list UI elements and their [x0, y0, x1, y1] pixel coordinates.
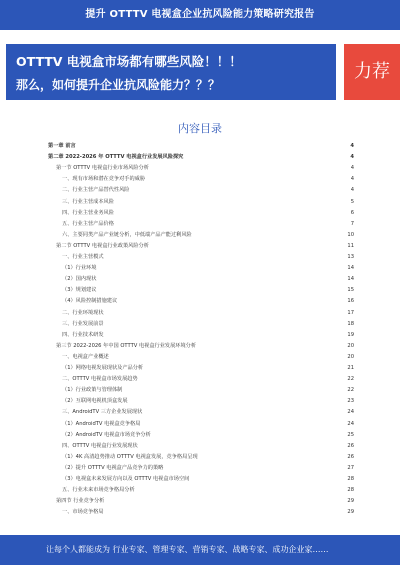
toc-leader-dots: [124, 386, 345, 394]
toc-entry[interactable]: [62, 253, 354, 261]
toc-entry-title: 第四节 行业竞争分析: [56, 498, 105, 505]
toc-entry-page: 5: [350, 198, 354, 205]
toc-entry-page: 7: [350, 220, 354, 227]
toc-entry-page: 4: [350, 187, 354, 194]
toc-entry[interactable]: [62, 286, 354, 294]
toc-leader-dots: [142, 420, 345, 428]
toc-entry-title: （1）4K 高清趋势推动 OTTTV 电视盒发展，竞争格局呈现: [62, 453, 198, 460]
banner-line-1: OTTTV 电视盒市场都有哪些风险！！！: [16, 54, 242, 69]
toc-entry-page: 15: [347, 287, 354, 294]
toc-entry-page: 11: [347, 242, 354, 249]
toc-entry[interactable]: [48, 142, 354, 150]
toc-entry[interactable]: [56, 164, 354, 172]
toc-entry-title: 一、现有市场和潜在竞争对手的威胁: [62, 176, 146, 183]
toc-entry-title: （1）AndroidTV 电视盒竞争格局: [62, 420, 141, 427]
footer-slogan: 让每个人都能成为 行业专家、管理专家、营销专家、战略专家、成功企业家……: [46, 545, 329, 554]
toc-leader-dots: [98, 264, 345, 272]
toc-entry[interactable]: [48, 153, 354, 161]
toc-entry-title: 一、行业主营模式: [62, 254, 104, 260]
toc-leader-dots: [130, 397, 345, 405]
toc-leader-dots: [119, 297, 345, 305]
toc-entry-title: 三、行业发展前景: [62, 320, 104, 327]
toc-entry-title: （4）风险控制措施建议: [62, 298, 118, 305]
toc-leader-dots: [106, 309, 345, 317]
toc-entry-title: （2）互联网电视机顶盒发展: [62, 398, 128, 405]
toc-entry[interactable]: [62, 275, 354, 283]
toc-entry-title: 第三节 2022-2026 年中国 OTTTV 电视盒行业发展环境分析: [56, 342, 197, 349]
toc-entry-title: 三、AndroidTV 三方企业发展现状: [62, 409, 143, 416]
toc-entry[interactable]: [62, 175, 354, 183]
toc-entry[interactable]: [62, 386, 354, 394]
toc-entry[interactable]: [62, 231, 354, 239]
toc-entry[interactable]: [62, 420, 354, 428]
toc-entry-page: 16: [347, 298, 354, 305]
toc-leader-dots: [106, 253, 345, 261]
toc-leader-dots: [140, 375, 345, 383]
toc-entry-page: 25: [347, 431, 354, 438]
promo-banner: [6, 44, 336, 100]
toc-entry[interactable]: [62, 331, 354, 339]
toc-leader-dots: [98, 286, 345, 294]
toc-entry-page: 10: [347, 231, 354, 238]
toc-leader-dots: [106, 320, 345, 328]
toc-entry-title: 第二节 OTTTV 电视盒行业政策风险分析: [56, 242, 149, 249]
toc-entry-title: 二、行业主营产品替代性风险: [62, 187, 130, 194]
toc-leader-dots: [147, 175, 349, 183]
toc-leader-dots: [200, 453, 345, 461]
toc-entry-title: 五、行业主营产品价格: [62, 220, 114, 227]
toc-entry[interactable]: [62, 375, 354, 383]
toc-entry-page: 13: [347, 254, 354, 260]
toc-leader-dots: [98, 275, 345, 283]
toc-entry-page: 27: [347, 464, 354, 471]
toc-entry[interactable]: [56, 342, 354, 350]
toc-leader-dots: [153, 431, 345, 439]
toc-leader-dots: [191, 475, 345, 483]
banner-line-2: 那么，如何提升企业抗风险能力？？？: [16, 78, 221, 92]
toc-entry-title: （1）网络电视发展现状及产品分析: [62, 365, 144, 371]
toc-entry-page: 29: [347, 509, 354, 516]
table-of-contents: [48, 142, 354, 522]
toc-leader-dots: [198, 342, 345, 350]
toc-entry[interactable]: [62, 486, 354, 494]
toc-entry[interactable]: [62, 408, 354, 416]
toc-entry-title: 二、行业环境现状: [62, 309, 104, 316]
toc-entry[interactable]: [56, 242, 354, 250]
toc-leader-dots: [111, 353, 345, 361]
toc-entry[interactable]: [62, 353, 354, 361]
toc-entry[interactable]: [62, 220, 354, 228]
toc-entry-page: 4: [350, 143, 354, 149]
report-title: 提升 OTTTV 电视盒企业抗风险能力策略研究报告: [85, 9, 315, 20]
toc-leader-dots: [144, 408, 345, 416]
toc-leader-dots: [116, 220, 349, 228]
toc-leader-dots: [116, 198, 349, 206]
toc-leader-dots: [185, 153, 348, 161]
toc-leader-dots: [106, 497, 345, 505]
toc-entry-page: 17: [347, 309, 354, 316]
toc-entry-page: 4: [350, 176, 354, 183]
toc-entry-page: 28: [347, 476, 354, 482]
toc-entry-title: 二、OTTTV 电视盒市场发展趋势: [62, 376, 138, 383]
toc-entry-page: 24: [347, 420, 354, 427]
toc-entry-page: 20: [347, 342, 354, 349]
toc-entry[interactable]: [62, 475, 354, 483]
toc-entry-page: 29: [347, 498, 354, 505]
toc-entry-page: 19: [347, 331, 354, 338]
toc-entry[interactable]: [62, 297, 354, 305]
toc-entry[interactable]: [62, 508, 354, 516]
toc-entry-title: （1）行业环境: [62, 265, 97, 272]
toc-entry[interactable]: [62, 464, 354, 472]
toc-entry-title: 第一章 前言: [48, 143, 76, 149]
recommend-badge: [344, 44, 400, 100]
toc-entry-page: 6: [350, 209, 354, 216]
toc-entry-title: 四、OTTTV 电视盒行业发展现状: [62, 442, 138, 449]
toc-entry[interactable]: [62, 198, 354, 206]
toc-entry-title: 四、行业主营业务风险: [62, 209, 114, 216]
toc-entry-title: 四、行业技术研发: [62, 331, 104, 338]
toc-entry-title: （3）规划建议: [62, 287, 97, 294]
recommend-badge-text: 力荐: [354, 61, 390, 82]
toc-leader-dots: [151, 164, 349, 172]
toc-entry-page: 22: [347, 376, 354, 383]
toc-entry-page: 26: [347, 453, 354, 460]
toc-entry-page: 18: [347, 320, 354, 327]
toc-heading: 内容目录: [178, 122, 222, 135]
toc-entry-title: 一、电视盒产业概述: [62, 353, 109, 360]
toc-entry[interactable]: [56, 497, 354, 505]
toc-entry[interactable]: [62, 186, 354, 194]
toc-leader-dots: [140, 442, 345, 450]
toc-entry[interactable]: [62, 264, 354, 272]
toc-entry-title: （1）行业政策与管理体制: [62, 387, 123, 394]
toc-entry-page: 20: [347, 353, 354, 360]
toc-entry-page: 4: [350, 165, 354, 172]
toc-leader-dots: [145, 364, 345, 372]
toc-entry-page: 14: [347, 265, 354, 272]
toc-entry-page: 26: [347, 442, 354, 449]
toc-entry-title: 第一节 OTTTV 电视盒行业市场风险分析: [56, 165, 149, 172]
toc-leader-dots: [78, 142, 348, 150]
bottom-footer-bar: [0, 535, 400, 565]
toc-entry-page: 24: [347, 409, 354, 416]
top-header-bar: [0, 0, 400, 30]
toc-entry[interactable]: [62, 320, 354, 328]
toc-leader-dots: [131, 186, 349, 194]
toc-entry[interactable]: [62, 397, 354, 405]
toc-entry-page: 4: [350, 154, 354, 161]
toc-entry-page: 28: [347, 487, 354, 494]
toc-entry[interactable]: [62, 209, 354, 217]
toc-entry[interactable]: [62, 453, 354, 461]
toc-entry-title: 一、市场竞争格局: [62, 509, 104, 516]
toc-entry-title: （2）提升 OTTTV 电视盒产品竞争力的策略: [62, 464, 164, 471]
toc-leader-dots: [165, 464, 345, 472]
toc-entry[interactable]: [62, 309, 354, 317]
toc-entry-page: 23: [347, 398, 354, 405]
toc-entry-title: 第二章 2022-2026 年 OTTTV 电视盒行业发展风险探究: [48, 154, 184, 161]
toc-entry-title: （2）AndroidTV 电视盒市场竞争分析: [62, 431, 151, 438]
toc-leader-dots: [137, 486, 345, 494]
toc-entry-page: 22: [347, 387, 354, 394]
toc-leader-dots: [106, 331, 345, 339]
toc-entry-page: 21: [347, 365, 354, 371]
toc-entry-title: （3）电视盒未来发展方向以及 OTTTV 电视盒市场空间: [62, 476, 190, 482]
toc-leader-dots: [194, 231, 345, 239]
toc-entry[interactable]: [62, 364, 354, 372]
toc-leader-dots: [106, 508, 345, 516]
toc-leader-dots: [116, 209, 349, 217]
toc-entry-title: 六、主要同类产品产业链分析，中低端产品产能过剩风险: [62, 231, 192, 238]
toc-entry[interactable]: [62, 442, 354, 450]
toc-leader-dots: [151, 242, 345, 250]
toc-entry[interactable]: [62, 431, 354, 439]
toc-entry-title: 三、行业主营成本风险: [62, 198, 114, 205]
toc-entry-title: （2）国内现状: [62, 276, 97, 283]
toc-entry-page: 14: [347, 276, 354, 283]
toc-entry-title: 五、行业未来市场竞争格局分析: [62, 487, 135, 494]
